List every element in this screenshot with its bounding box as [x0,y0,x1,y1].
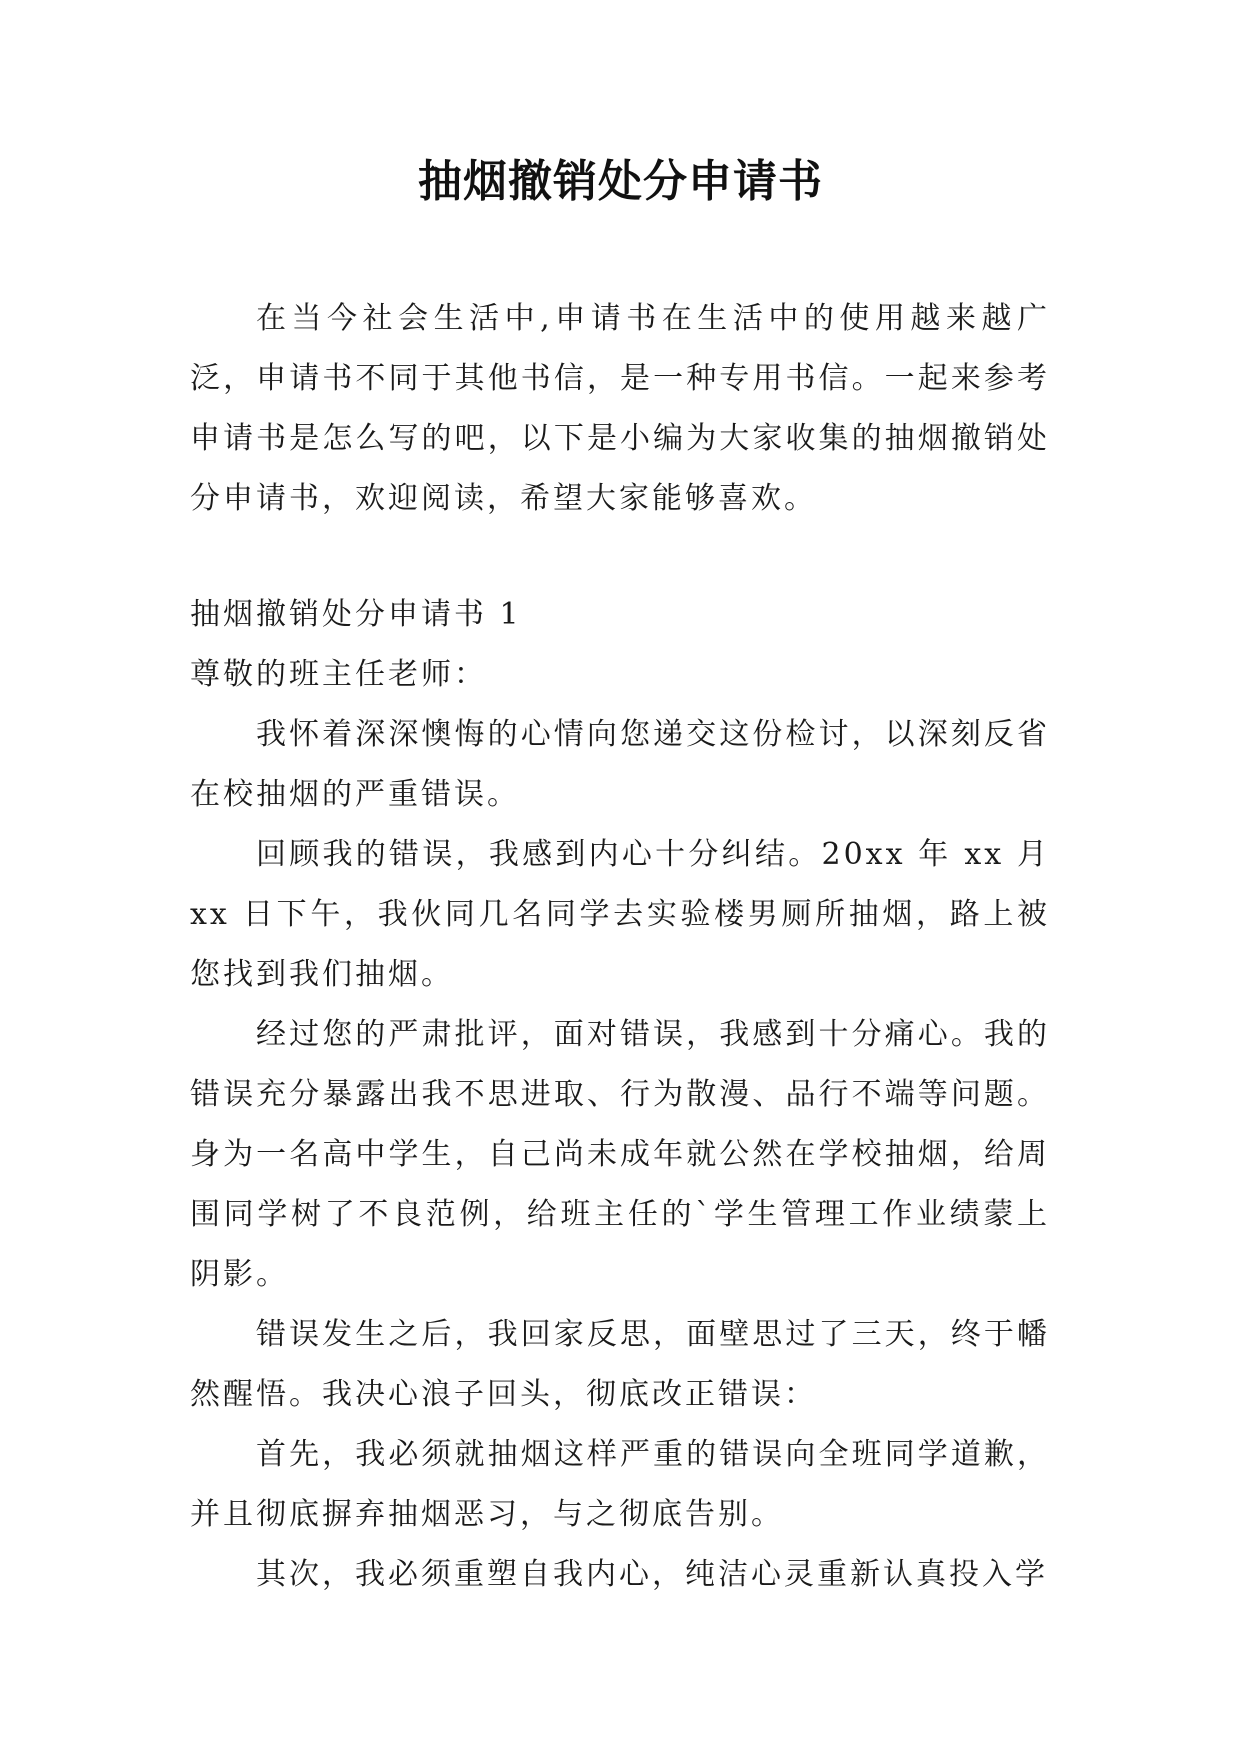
document-body [190,289,1050,1605]
body-paragraph: 首先，我必须就抽烟这样严重的错误向全班同学道歉，并且彻底摒弃抽烟恶习，与之彻底告别。 [190,1437,1050,1532]
body-paragraph: 我怀着深深懊悔的心情向您递交这份检讨，以深刻反省在校抽烟的严重错误。 [190,717,1050,812]
body-paragraph: 其次，我必须重塑自我内心，纯洁心灵重新认真投入学 [256,1557,1048,1592]
section-heading: 抽烟撤销处分申请书 1 [190,597,522,632]
intro-paragraph: 在当今社会生活中,申请书在生活中的使用越来越广泛，申请书不同于其他书信，是一种专用书信。一起来参考申请书是怎么写的吧，以下是小编为大家收集的抽烟撤销处分申请书，欢迎阅读，希望大家能够喜欢。 [190,301,1050,516]
body-paragraph: 错误发生之后，我回家反思，面壁思过了三天，终于幡然醒悟。我决心浪子回头，彻底改正错误： [190,1317,1050,1412]
document-title: 抽烟撤销处分申请书 [418,156,823,207]
body-paragraph: 经过您的严肃批评，面对错误，我感到十分痛心。我的错误充分暴露出我不思进取、行为散漫、品行不端等问题。身为一名高中学生，自己尚未成年就公然在学校抽烟，给周围同学树了不良范例，给班主任的`学生管理工作业绩蒙上阴影。 [190,1017,1050,1292]
salutation: 尊敬的班主任老师： [190,657,487,692]
body-paragraph: 回顾我的错误，我感到内心十分纠结。20xx 年 xx 月 xx 日下午，我伙同几名同学去实验楼男厕所抽烟，路上被您找到我们抽烟。 [190,837,1050,992]
